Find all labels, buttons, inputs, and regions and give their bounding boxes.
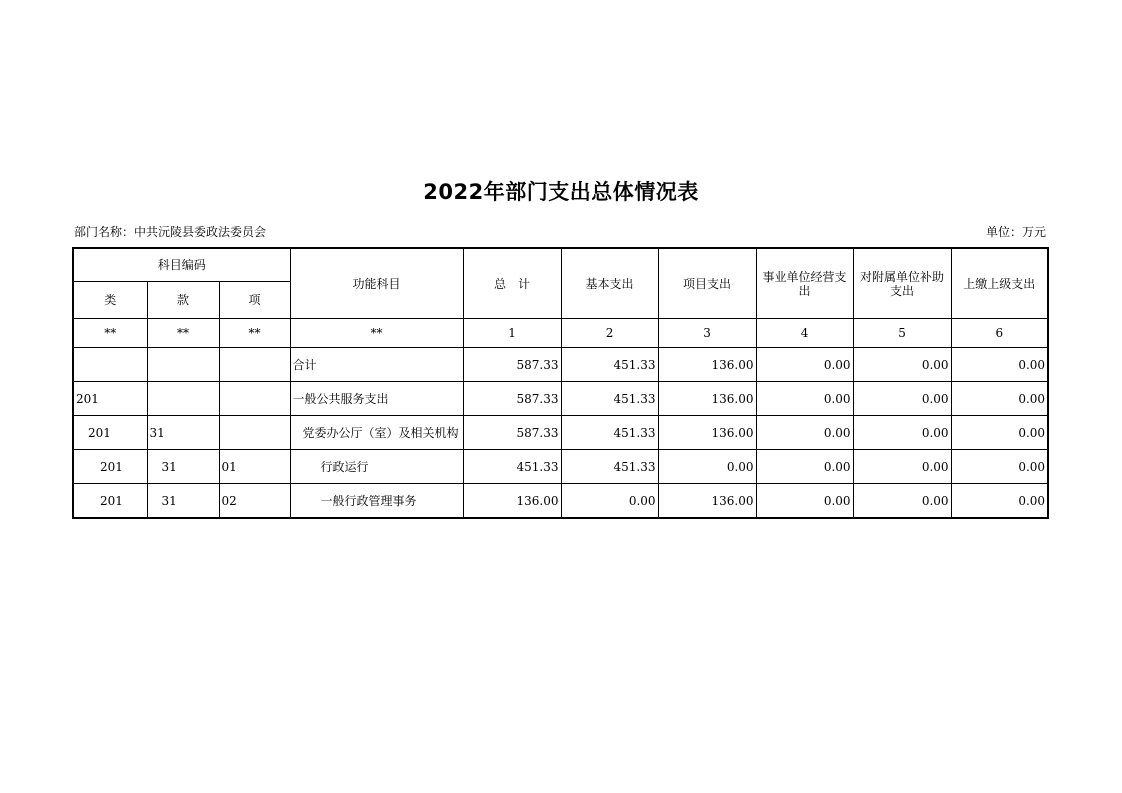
cell-project: 136.00 (658, 416, 756, 450)
header-lei: 类 (73, 282, 147, 319)
header-xiang: 项 (219, 282, 290, 319)
cell-lei: 201 (73, 450, 147, 484)
cell-subsidiary: 0.00 (853, 450, 951, 484)
department-name: 部门名称：中共沅陵县委政法委员会 (74, 225, 267, 239)
cell-superior: 0.00 (951, 382, 1048, 416)
index-cell: 5 (853, 319, 951, 348)
cell-project: 136.00 (658, 382, 756, 416)
cell-subsidiary: 0.00 (853, 382, 951, 416)
cell-basic: 451.33 (561, 416, 658, 450)
table-row (73, 348, 1048, 382)
header-business: 事业单位经营支出 (756, 248, 853, 319)
header-project: 项目支出 (658, 248, 756, 319)
cell-superior: 0.00 (951, 450, 1048, 484)
cell-total: 451.33 (463, 450, 561, 484)
cell-xiang (219, 382, 290, 416)
cell-superior: 0.00 (951, 416, 1048, 450)
table-row (73, 484, 1048, 519)
cell-business: 0.00 (756, 484, 853, 519)
cell-basic: 451.33 (561, 450, 658, 484)
cell-function-name: 合计 (290, 348, 463, 382)
table-row (73, 450, 1048, 484)
index-cell: 1 (463, 319, 561, 348)
index-cell: ** (73, 319, 147, 348)
cell-subsidiary: 0.00 (853, 348, 951, 382)
table-row (73, 382, 1048, 416)
cell-kuan: 31 (147, 484, 219, 519)
cell-lei: 201 (73, 484, 147, 519)
index-cell: 6 (951, 319, 1048, 348)
header-basic: 基本支出 (561, 248, 658, 319)
page-title: 2022年部门支出总体情况表 (423, 180, 699, 204)
cell-project: 136.00 (658, 484, 756, 519)
index-cell: 2 (561, 319, 658, 348)
cell-business: 0.00 (756, 416, 853, 450)
header-function-subject: 功能科目 (290, 248, 463, 319)
expenditure-table (72, 247, 1049, 519)
unit-label: 单位：万元 (985, 225, 1046, 239)
cell-xiang: 02 (219, 484, 290, 519)
index-cell: ** (219, 319, 290, 348)
header-superior: 上缴上级支出 (951, 248, 1048, 319)
cell-business: 0.00 (756, 450, 853, 484)
cell-lei: 201 (73, 416, 147, 450)
cell-business: 0.00 (756, 348, 853, 382)
cell-xiang (219, 348, 290, 382)
cell-kuan: 31 (147, 416, 219, 450)
header-subject-code: 科目编码 (73, 248, 290, 282)
cell-total: 136.00 (463, 484, 561, 519)
index-cell: ** (290, 319, 463, 348)
header-total: 总 计 (463, 248, 561, 319)
cell-kuan: 31 (147, 450, 219, 484)
cell-total: 587.33 (463, 348, 561, 382)
index-cell: ** (147, 319, 219, 348)
table-row (73, 416, 1048, 450)
cell-subsidiary: 0.00 (853, 416, 951, 450)
cell-basic: 451.33 (561, 348, 658, 382)
cell-kuan (147, 382, 219, 416)
header-kuan: 款 (147, 282, 219, 319)
cell-xiang (219, 416, 290, 450)
cell-function-name: 党委办公厅（室）及相关机构 (290, 416, 463, 450)
index-cell: 3 (658, 319, 756, 348)
cell-lei: 201 (73, 382, 147, 416)
cell-kuan (147, 348, 219, 382)
cell-business: 0.00 (756, 382, 853, 416)
cell-function-name: 行政运行 (290, 450, 463, 484)
cell-basic: 451.33 (561, 382, 658, 416)
cell-subsidiary: 0.00 (853, 484, 951, 519)
cell-superior: 0.00 (951, 484, 1048, 519)
cell-project: 136.00 (658, 348, 756, 382)
cell-project: 0.00 (658, 450, 756, 484)
index-cell: 4 (756, 319, 853, 348)
cell-function-name: 一般行政管理事务 (290, 484, 463, 519)
cell-basic: 0.00 (561, 484, 658, 519)
cell-function-name: 一般公共服务支出 (290, 382, 463, 416)
cell-lei (73, 348, 147, 382)
cell-total: 587.33 (463, 416, 561, 450)
cell-xiang: 01 (219, 450, 290, 484)
header-subsidiary: 对附属单位补助支出 (853, 248, 951, 319)
cell-total: 587.33 (463, 382, 561, 416)
cell-superior: 0.00 (951, 348, 1048, 382)
